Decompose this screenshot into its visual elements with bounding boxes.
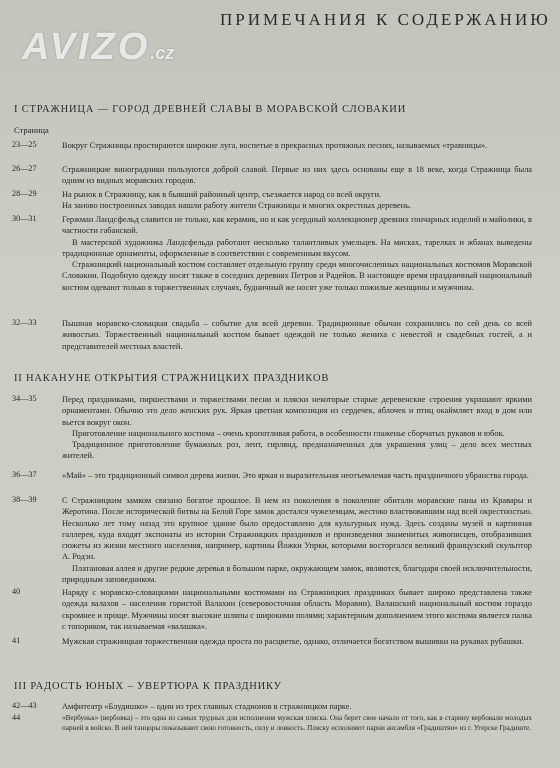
entry-pages: 44 (12, 713, 21, 722)
entry-pages: 36—37 (12, 470, 37, 479)
entry-paragraph: Традиционное приготовление бумажных роз, лент, гирлянд, предназначенных для украшения улиц – дело всех местных жителей. (62, 440, 532, 461)
entry-pages: 42—43 (12, 701, 37, 710)
entry-text (62, 495, 532, 585)
entry-paragraph: В мастерской художника Ландсфельда работают несколько талантливых умельцев. На мисках, тарелках и жбанах выведены традиционные орнаменты, оформленные в соответствии с современным вкусом. (62, 237, 532, 258)
entry-pages: 40 (12, 587, 21, 596)
entry-text (62, 713, 532, 733)
entry-paragraph: На заново построенных заводах нашли работу жители Стражницы и многих окрестных деревень. (62, 201, 412, 211)
entry-text (62, 701, 532, 712)
section-heading-3: III РАДОСТЬ ЮНЫХ – УВЕРТЮРА К ПРАЗДНИКУ (14, 681, 282, 692)
entry-text (62, 318, 532, 352)
entry-text (62, 587, 532, 632)
entry-pages: 26—27 (12, 164, 37, 173)
entry-paragraph: «Вербуньк» (вербовка) – это одна из самых трудных для исполнения мужская пляска. Она берет свое начало от того, как в старину вербовали молодых парней в войско. В ней танцоры показывают свою готовность, силу и ловкость. Пляску исполняют парни ансамбля «Градиштян» из г. Угерске Градиште. (62, 714, 532, 732)
entry-text (62, 164, 532, 187)
entry-paragraph: На рынок в Стражницу, как в бывший районный центр, съезжается народ со всей округи. (62, 190, 382, 199)
entry-pages: 32—33 (12, 318, 37, 327)
entry-text (62, 636, 532, 647)
entry-text (62, 394, 532, 462)
entry-paragraph: Стражницкий национальный костюм составляет отдельную группу среди многочисленных национальных костюмов Моравской Словакии. Подобную одежду носят также в соседних деревнях Петров и Радейов. В настоящее время праздничный национальный костюм одевают только в торжественных случаях, будничный же носят уже только пожилые женщины и мужчины. (62, 260, 532, 292)
page-title: ПРИМЕЧАНИЯ К СОДЕРЖАНИЮ (220, 10, 551, 29)
entry-paragraph: Амфитеатр «Блудишко» – один из трех главных стадионов в стражницком парке. (62, 702, 352, 711)
entry-paragraph: Платановая аллея и другие редкие деревья в большом парке, окружающем замок, являются, благодаря своей исключительности, природным заповедником. (62, 563, 532, 585)
entry-pages: 28—29 (12, 189, 37, 198)
entry-pages: 34—35 (12, 394, 37, 403)
entry-paragraph: С Стражницким замком связано богатое прошлое. В нем из поколения в поколение обитали моравские паны из Кравары и Жеротина. После исторической битвы на Белой Горе замок достался чужеземцам, жестоко властвовавшим над всей окрестностью. Несколько лет тому назад это крупное здание было предоставлено для культурных нужд. Здесь созданы музей и картинная галлерея, куда входят экспонаты из истории Стражницких праздников и произведения знаменитых живописцев, отобразивших сюжеты из жизни местного населения, например, картины Йожки Упрки, которыми восторгался великий французский скульптор А. Родэн. (62, 496, 532, 562)
entry-pages: 41 (12, 636, 21, 645)
section-heading-2: II НАКАНУНЕ ОТКРЫТИЯ СТРАЖНИЦКИХ ПРАЗДНИКОВ (14, 373, 330, 384)
entry-text (62, 189, 532, 212)
entry-paragraph: Приготовление национального костюма – очень кропотливая работа, в особенности глаженье сборчатых рукавов и юбок. (72, 428, 505, 438)
watermark-logo (22, 26, 174, 69)
entry-paragraph: Перед праздниками, пиршествами и торжествами песни и пляски некоторые старые деревенские строения украшают яркими орнаментами. Обычно это дело женских рук. Яркая цветная композиция из сердечек, яблочек и птиц окаймляет вход в дом или вьется вокруг окон. (62, 395, 532, 427)
section-heading-1: I СТРАЖНИЦА — ГОРОД ДРЕВНЕЙ СЛАВЫ В МОРАВСКОЙ СЛОВАКИИ (14, 104, 407, 115)
entry-paragraph: Мужская стражницкая торжественная одежда проста по расцветке, однако, отличается богатством вышивки на рукавах рубашки. (62, 637, 524, 646)
entry-text (62, 140, 532, 151)
entry-paragraph: Гержман Ландсфельд славится не только, как керамик, но и как усердный коллекционер древних гончарных изделий и майолики, в частности габанской. (62, 215, 532, 236)
entry-pages: 38—39 (12, 495, 37, 504)
entry-paragraph: Вокруг Стражницы простираются широкие луга, воспетые в прекрасных протяжных песнях, называемых «травницы». (62, 141, 488, 150)
entry-paragraph: Стражницкие виноградники пользуются доброй славой. Первые из них здесь основаны еще в 18 веке, когда Стражница была одним из видных моравских городов. (62, 165, 532, 186)
entry-text (62, 470, 532, 481)
entry-paragraph: Наряду с моравско-словацкими национальными костюмами на Стражницких праздниках бывает широко представлена также одежда валахов – населения гористой Валахии (северовосточная область Моравии). Валашский национальный костюм гораздо скромнее и проще. Мужчины носят высокие шляпы с широкими полями; характерным дополнением этого костюма является палка с топориком, так называемая «валашка». (62, 588, 532, 631)
page-column-label: Страница (14, 125, 49, 135)
entry-text (62, 214, 532, 293)
entry-pages: 23—25 (12, 140, 37, 149)
entry-pages: 30—31 (12, 214, 37, 223)
entry-paragraph: «Май» – это традиционный символ дерева жизни. Это яркая и выразительная неотъемлемая часть праздничного убранства города. (62, 471, 529, 480)
watermark-main: AVIZO (22, 26, 151, 68)
entry-paragraph: Пышная моравско-словацкая свадьба – событие для всей деревни. Традиционные обычаи сохранились по сей день со всей живостью. Торжественный национальный костюм бывает одеждой не только жениха с невестой и свадебных гостей, а и представителей местных властей. (62, 319, 532, 351)
watermark-suffix: .cz (150, 43, 175, 63)
